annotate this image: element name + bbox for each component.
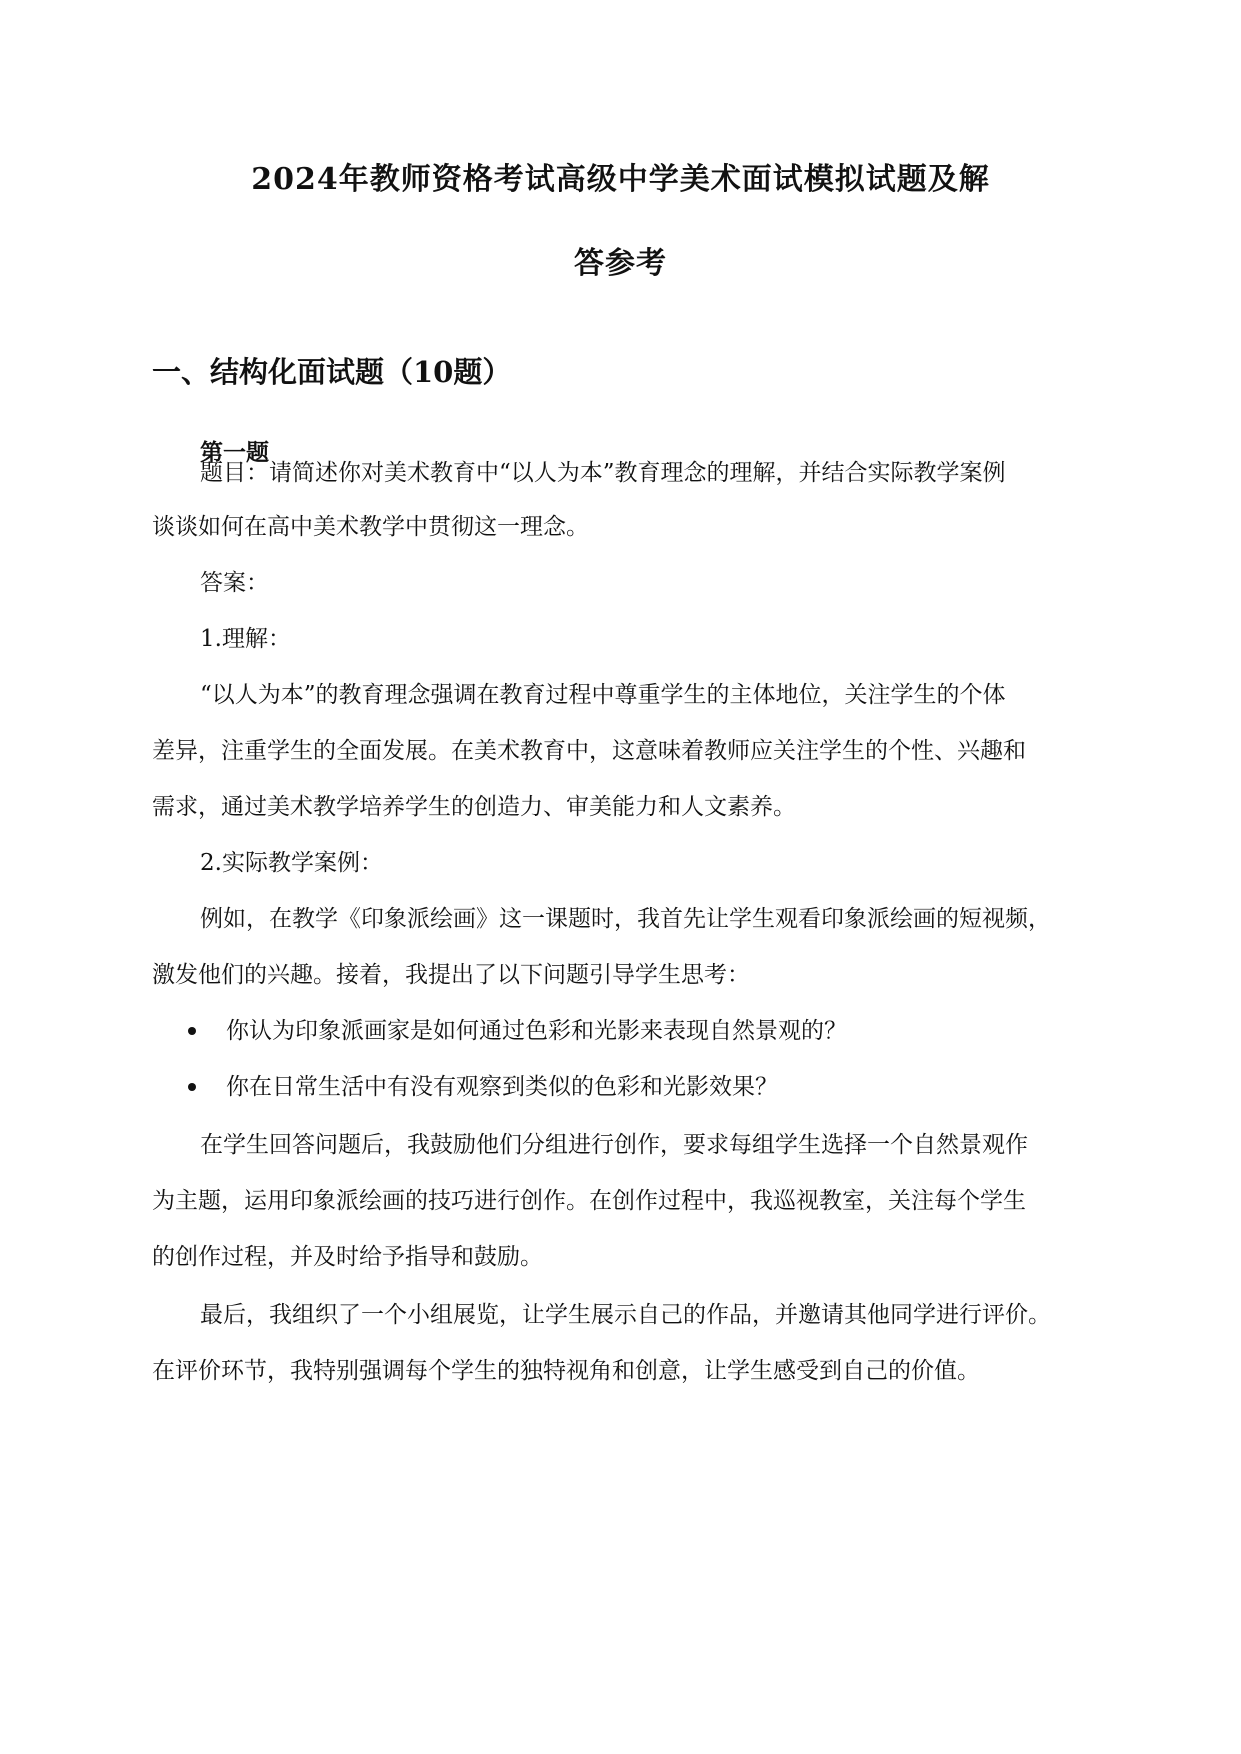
paragraph-3-line-3: 的创作过程，并及时给予指导和鼓励。 — [152, 1244, 543, 1270]
paragraph-2-line-2: 激发他们的兴趣。接着，我提出了以下问题引导学生思考： — [152, 962, 750, 988]
question-text-line-1: 题目：请简述你对美术教育中“以人为本”教育理念的理解，并结合实际教学案例 — [200, 460, 1006, 486]
part-2-label: 2.实际教学案例： — [200, 850, 383, 876]
question-text-line-2: 谈谈如何在高中美术教学中贯彻这一理念。 — [152, 514, 589, 540]
paragraph-3-line-2: 为主题，运用印象派绘画的技巧进行创作。在创作过程中，我巡视教室，关注每个学生 — [152, 1188, 1026, 1214]
document-title-line-1: 2024年教师资格考试高级中学美术面试模拟试题及解 — [251, 162, 990, 197]
document-title-line-2: 答参考 — [574, 246, 667, 281]
bullet-icon — [188, 1027, 196, 1035]
part-1-label: 1.理解： — [200, 626, 291, 652]
list-item-text: 你在日常生活中有没有观察到类似的色彩和光影效果？ — [226, 1074, 778, 1100]
paragraph-1-line-3: 需求，通过美术教学培养学生的创造力、审美能力和人文素养。 — [152, 794, 796, 820]
answer-label: 答案： — [200, 570, 269, 596]
paragraph-4-line-1: 最后，我组织了一个小组展览，让学生展示自己的作品，并邀请其他同学进行评价。 — [200, 1302, 1051, 1328]
bullet-icon — [188, 1083, 196, 1091]
list-item-text: 你认为印象派画家是如何通过色彩和光影来表现自然景观的？ — [226, 1018, 847, 1044]
paragraph-1-line-2: 差异，注重学生的全面发展。在美术教育中，这意味着教师应关注学生的个性、兴趣和 — [152, 738, 1026, 764]
section-heading: 一、结构化面试题（10题） — [152, 355, 512, 389]
question-heading: 第一题 — [200, 439, 269, 466]
paragraph-4-line-2: 在评价环节，我特别强调每个学生的独特视角和创意，让学生感受到自己的价值。 — [152, 1358, 980, 1384]
paragraph-2-line-1: 例如，在教学《印象派绘画》这一课题时，我首先让学生观看印象派绘画的短视频， — [200, 906, 1051, 932]
paragraph-1-line-1: “以人为本”的教育理念强调在教育过程中尊重学生的主体地位，关注学生的个体 — [200, 682, 1006, 708]
paragraph-3-line-1: 在学生回答问题后，我鼓励他们分组进行创作，要求每组学生选择一个自然景观作 — [200, 1132, 1028, 1158]
